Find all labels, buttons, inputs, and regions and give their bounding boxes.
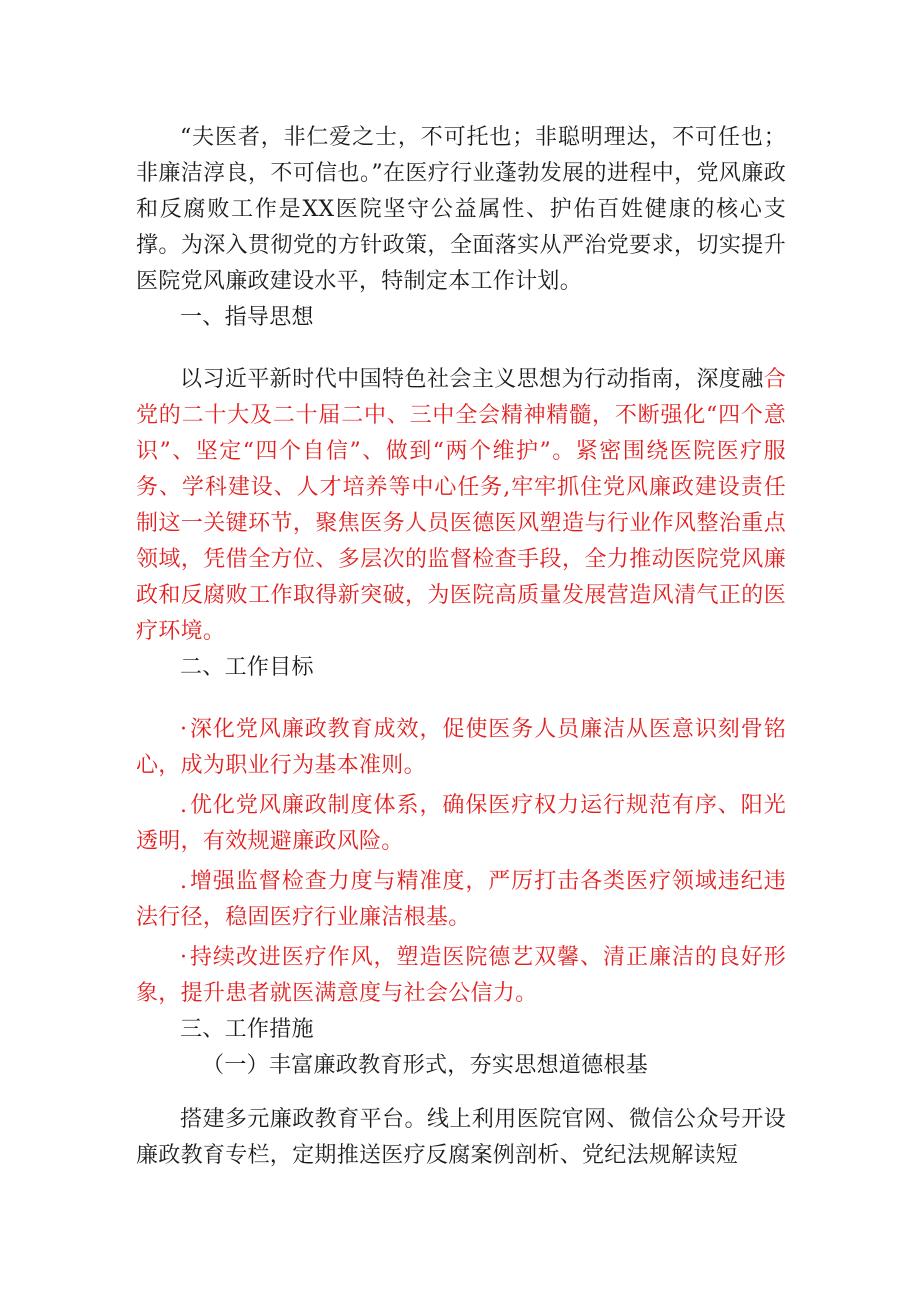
section-2-heading: 二、工作目标 [180,655,314,680]
document-page [136,120,786,1174]
goal-item-3 [136,864,786,936]
goal-item-1-text: 深化党风廉政教育成效，促使医务人员廉洁从医意识刻骨铭心，成为职业行为基本准则。 [136,717,786,778]
section-1-body [136,362,786,650]
goal-item-3-text: 增强监督检查力度与精准度，严厉打击各类医疗领域违纪违法行径，稳固医疗行业廉洁根基。 [136,869,786,930]
goal-item-4 [136,940,786,1012]
section-1-body-black: 以习近平新时代中国特色社会主义思想为行动指南，深度融 [180,367,764,392]
intro-paragraph: “夫医者，非仁爱之士，不可托也；非聪明理达，不可任也；非廉洁淳良，不可信也。”在医疗行业蓬勃发展的进程中，党风廉政和反腐败工作是XX医院坚守公益属性、护佑百姓健康的核心支撑。为深入贯彻党的方针政策，全面落实从严治党要求，切实提升医院党风廉政建设水平，特制定本工作计划。 [136,125,786,294]
goal-item-2-text: 优化党风廉政制度体系，确保医疗权力运行规范有序、阳光透明，有效规避廉政风险。 [136,793,786,854]
goal-item-4-text: 持续改进医疗作风，塑造医院德艺双馨、清正廉洁的良好形象，提升患者就医满意度与社会公信力。 [136,945,786,1006]
section-3-sub-1-body: 搭建多元廉政教育平台。线上利用医院官网、微信公众号开设廉政教育专栏，定期推送医疗反腐案例剖析、党纪法规解读短 [136,1107,786,1168]
section-1-body-red: 合党的二十大及二十届二中、三中全会精神精髓，不断强化“四个意识”、坚定“四个自信”、做到“两个维护”。紧密围绕医院医疗服务、学科建设、人才培养等中心任务,牢牢抓住党风廉政建设责任制这一关键环节，聚焦医务人员医德医风塑造与行业作风整治重点领域，凭借全方位、多层次的监督检查手段，全力推动医院党风廉政和反腐败工作取得新突破，为医院高质量发展营造风清气正的医疗环境。 [136,367,786,644]
goal-list [136,712,786,1012]
goal-item-1-mark: · [180,717,188,742]
goal-item-1 [136,712,786,784]
section-3-heading: 三、工作措施 [180,1017,314,1042]
goal-item-2-mark: . [180,793,188,818]
goal-item-4-mark: · [180,945,188,970]
section-1-heading: 一、指导思想 [180,305,314,330]
section-3-sub-1-heading: （一）丰富廉政教育形式，夯实思想道德根基 [202,1053,649,1078]
goal-item-2 [136,788,786,860]
goal-item-3-mark: . [180,869,188,894]
